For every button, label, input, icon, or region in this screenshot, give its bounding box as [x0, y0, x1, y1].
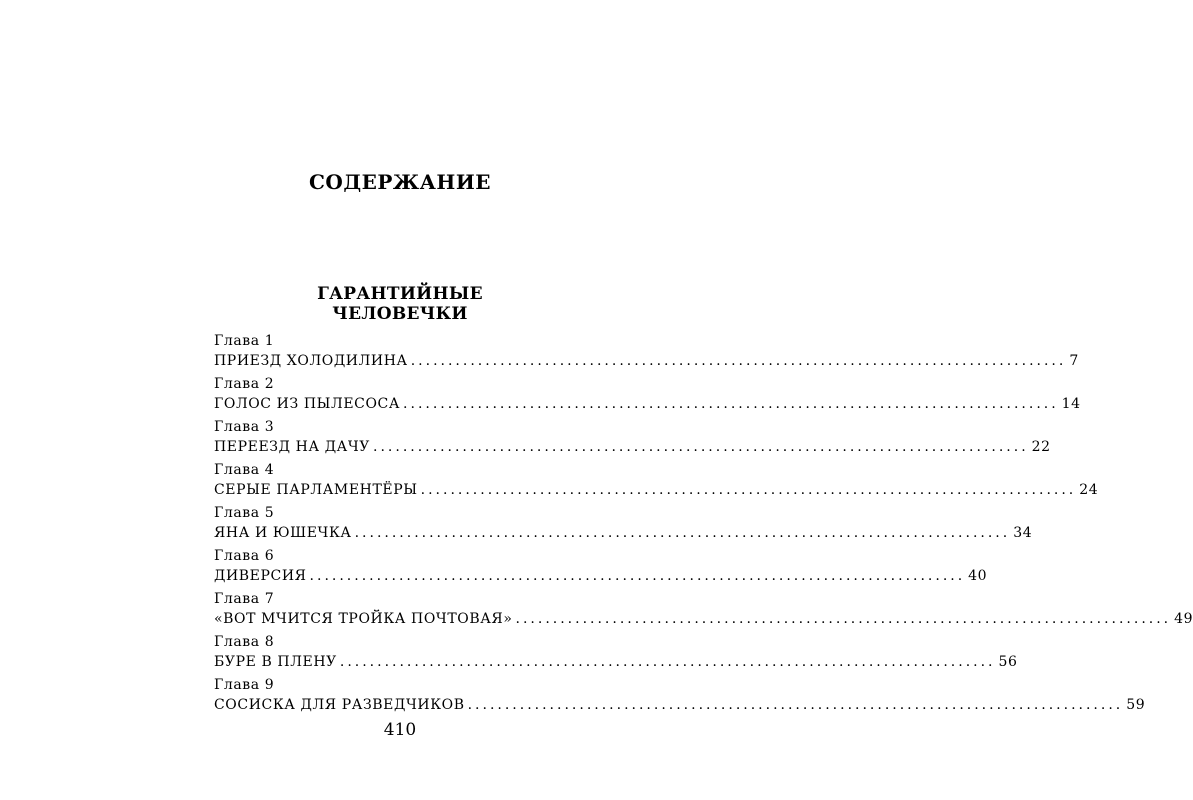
- toc-entry[interactable]: [214, 676, 1146, 719]
- chapter-label: Глава 7: [214, 591, 275, 607]
- chapter-title: БУРЕ В ПЛЕНУ: [214, 654, 337, 670]
- dot-leader: ........................................................................................: [373, 439, 1029, 455]
- chapter-label: Глава 1: [214, 333, 275, 349]
- toc-entry[interactable]: [214, 418, 1051, 461]
- chapter-title: ДИВЕРСИЯ: [214, 568, 307, 584]
- chapter-label: Глава 6: [214, 548, 275, 564]
- dot-leader: ........................................................................................: [515, 611, 1172, 627]
- chapter-title: СЕРЫЕ ПАРЛАМЕНТЁРЫ: [214, 482, 418, 498]
- entry-line: [214, 436, 1051, 458]
- page-title: СОДЕРЖАНИЕ: [309, 170, 491, 194]
- dot-leader: ........................................................................................: [467, 697, 1124, 713]
- chapter-title: ПЕРЕЕЗД НА ДАЧУ: [214, 439, 371, 455]
- dot-leader: ........................................................................................: [420, 482, 1077, 498]
- chapter-page-number: 24: [1079, 482, 1099, 498]
- dot-leader: ........................................................................................: [410, 353, 1067, 369]
- chapter-page-number: 49: [1174, 611, 1193, 627]
- page-number: 410: [383, 720, 417, 740]
- toc-entry[interactable]: [214, 504, 1033, 547]
- section-title: [0, 284, 800, 324]
- chapter-label: Глава 2: [214, 376, 275, 392]
- chapter-page-number: 59: [1126, 697, 1146, 713]
- chapter-page-number: 56: [998, 654, 1018, 670]
- toc-entry[interactable]: [214, 633, 1018, 676]
- chapter-title: СОСИСКА ДЛЯ РАЗВЕДЧИКОВ: [214, 697, 465, 713]
- chapter-page-number: 7: [1069, 353, 1079, 369]
- entry-line: [214, 350, 1079, 372]
- entry-line: [214, 651, 1018, 673]
- chapter-label: Глава 9: [214, 677, 275, 693]
- entry-line: [214, 608, 1193, 630]
- dot-leader: ........................................................................................: [339, 654, 996, 670]
- dot-leader: ........................................................................................: [309, 568, 966, 584]
- chapter-page-number: 40: [968, 568, 988, 584]
- chapter-label: Глава 3: [214, 419, 275, 435]
- chapter-page-number: 34: [1013, 525, 1033, 541]
- toc-entry[interactable]: [214, 590, 1193, 633]
- toc-entry[interactable]: [214, 547, 988, 590]
- chapter-title: ПРИЕЗД ХОЛОДИЛИНА: [214, 353, 408, 369]
- chapter-label: Глава 8: [214, 634, 275, 650]
- chapter-title: ГОЛОС ИЗ ПЫЛЕСОСА: [214, 396, 401, 412]
- section-title-line1: ГАРАНТИЙНЫЕ: [317, 284, 483, 304]
- table-of-contents: [214, 332, 1193, 719]
- chapter-label: Глава 4: [214, 462, 275, 478]
- toc-entry[interactable]: [214, 332, 1079, 375]
- chapter-label: Глава 5: [214, 505, 275, 521]
- dot-leader: ........................................................................................: [403, 396, 1059, 412]
- entry-line: [214, 694, 1146, 716]
- toc-entry[interactable]: [214, 461, 1099, 504]
- toc-entry[interactable]: [214, 375, 1081, 418]
- entry-line: [214, 565, 988, 587]
- section-title-line2: ЧЕЛОВЕЧКИ: [332, 304, 468, 324]
- chapter-page-number: 14: [1061, 396, 1081, 412]
- entry-line: [214, 393, 1081, 415]
- chapter-title: «ВОТ МЧИТСЯ ТРОЙКА ПОЧТОВАЯ»: [214, 611, 513, 627]
- chapter-page-number: 22: [1031, 439, 1051, 455]
- chapter-title: ЯНА И ЮШЕЧКА: [214, 525, 352, 541]
- entry-line: [214, 479, 1099, 501]
- entry-line: [214, 522, 1033, 544]
- dot-leader: ........................................................................................: [354, 525, 1011, 541]
